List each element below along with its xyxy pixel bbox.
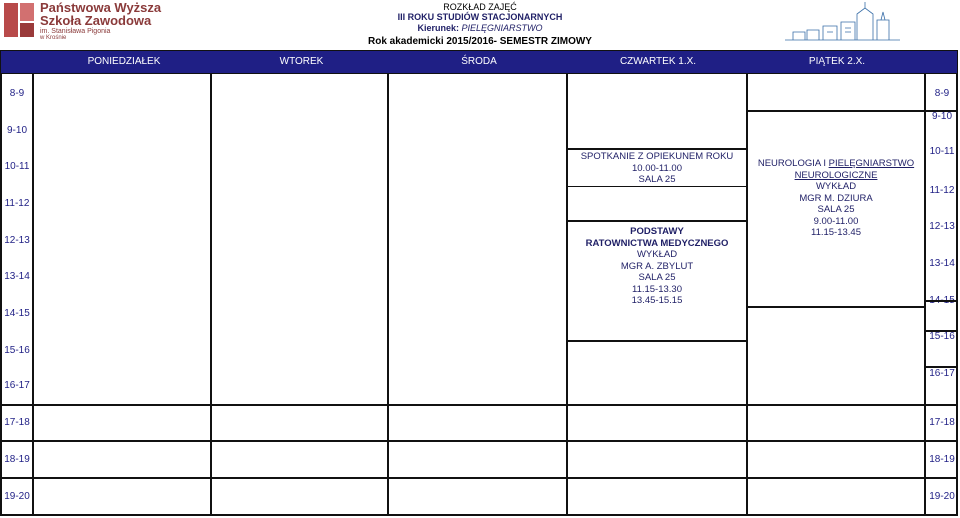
hour-label: 11-12	[929, 185, 955, 196]
class-room: SALA 25	[638, 174, 676, 185]
class-teacher: MGR A. ZBYLUT	[620, 260, 694, 272]
class-block-ratownictwo	[568, 226, 746, 307]
grid-line	[924, 110, 958, 112]
day-thursday: CZWARTEK 1.X.	[619, 56, 697, 67]
grid-line	[566, 148, 746, 150]
hour-label: 8-9	[9, 88, 25, 99]
hour-label: 9-10	[931, 111, 952, 122]
grid-line	[924, 366, 958, 368]
hour-label: 14-15	[929, 295, 955, 306]
class-time: 11.15-13.45	[810, 227, 861, 238]
schedule-grid	[0, 74, 958, 518]
school-emblem-icon	[2, 1, 36, 39]
hour-label: 14-15	[4, 308, 30, 319]
days-header-bar	[0, 50, 958, 74]
hour-label: 19-20	[4, 491, 30, 502]
hour-label: 18-19	[4, 454, 30, 465]
schedule-kierunek	[300, 23, 660, 33]
class-title: PODSTAWY	[630, 226, 684, 237]
class-time: 13.45-15.15	[631, 295, 683, 306]
grid-line	[32, 74, 34, 516]
academic-year: Rok akademicki 2015/2016- SEMESTR ZIMOWY	[368, 36, 592, 47]
hour-label: 17-18	[4, 417, 30, 428]
grid-line	[568, 220, 746, 222]
hour-label: 12-13	[4, 235, 30, 246]
class-title: RATOWNICTWA MEDYCZNEGO	[585, 237, 729, 249]
class-title-part: PIELĘGNIARSTWO	[828, 158, 915, 169]
class-room: SALA 25	[638, 272, 676, 283]
class-type: WYKŁAD	[815, 181, 857, 192]
grid-line	[746, 74, 748, 516]
logo-line-1: Państwowa Wyższa	[40, 0, 162, 15]
grid-line	[924, 330, 958, 332]
class-title-part: NEUROLOGIA I	[757, 158, 829, 169]
class-block-neurologia	[748, 158, 924, 239]
hour-label: 15-16	[929, 331, 955, 342]
grid-line	[748, 306, 924, 308]
logo-line-4: w Krośnie	[40, 35, 67, 41]
grid-line	[0, 514, 958, 516]
header	[0, 0, 960, 50]
kierunek-value: PIELĘGNIARSTWO	[461, 23, 543, 33]
hour-label: 16-17	[929, 368, 955, 379]
class-time: 9.00-11.00	[813, 215, 859, 227]
grid-line	[0, 477, 958, 479]
hour-label: 13-14	[4, 271, 30, 282]
grid-line	[210, 74, 212, 516]
class-time: 10.00-11.00	[631, 162, 682, 174]
class-room: SALA 25	[817, 204, 855, 215]
hour-label: 11-12	[4, 198, 30, 209]
hour-label: 13-14	[929, 258, 955, 269]
class-title	[748, 158, 924, 170]
grid-line	[924, 300, 958, 302]
class-block-opiekun	[568, 151, 746, 186]
class-title: SPOTKANIE Z OPIEKUNEM ROKU	[580, 151, 734, 162]
hour-label: 8-9	[934, 88, 950, 99]
hour-label: 16-17	[4, 380, 30, 391]
grid-line	[0, 440, 958, 442]
hour-label: 9-10	[6, 125, 27, 136]
kierunek-label: Kierunek:	[417, 23, 459, 33]
hour-label: 15-16	[4, 345, 30, 356]
grid-line	[387, 74, 389, 516]
class-title: NEUROLOGICZNE	[794, 169, 878, 181]
class-time: 11.15-13.30	[631, 283, 682, 295]
town-skyline-icon	[785, 2, 900, 44]
hour-label: 17-18	[929, 417, 955, 428]
grid-line	[0, 404, 958, 406]
schedule-subtitle: III ROKU STUDIÓW STACJONARNYCH	[397, 12, 563, 22]
logo-line-3: im. Stanisława Pigonia	[40, 28, 111, 35]
grid-line	[746, 110, 924, 112]
class-teacher: MGR M. DZIURA	[799, 192, 873, 204]
hour-label: 10-11	[4, 161, 30, 172]
schedule-title: ROZKŁAD ZAJĘĆ	[443, 2, 517, 12]
hour-label: 19-20	[929, 491, 955, 502]
hour-label: 18-19	[929, 454, 955, 465]
day-monday: PONIEDZIAŁEK	[87, 56, 161, 67]
hour-label: 12-13	[929, 221, 955, 232]
day-friday: PIĄTEK 2.X.	[808, 56, 866, 67]
class-type: WYKŁAD	[636, 249, 678, 260]
grid-line	[0, 74, 2, 516]
grid-line	[568, 340, 746, 342]
hour-label: 10-11	[929, 146, 955, 157]
day-tuesday: WTOREK	[279, 56, 324, 67]
day-wednesday: ŚRODA	[461, 56, 497, 67]
school-logo	[2, 0, 162, 41]
logo-line-2: Szkoła Zawodowa	[40, 13, 152, 28]
